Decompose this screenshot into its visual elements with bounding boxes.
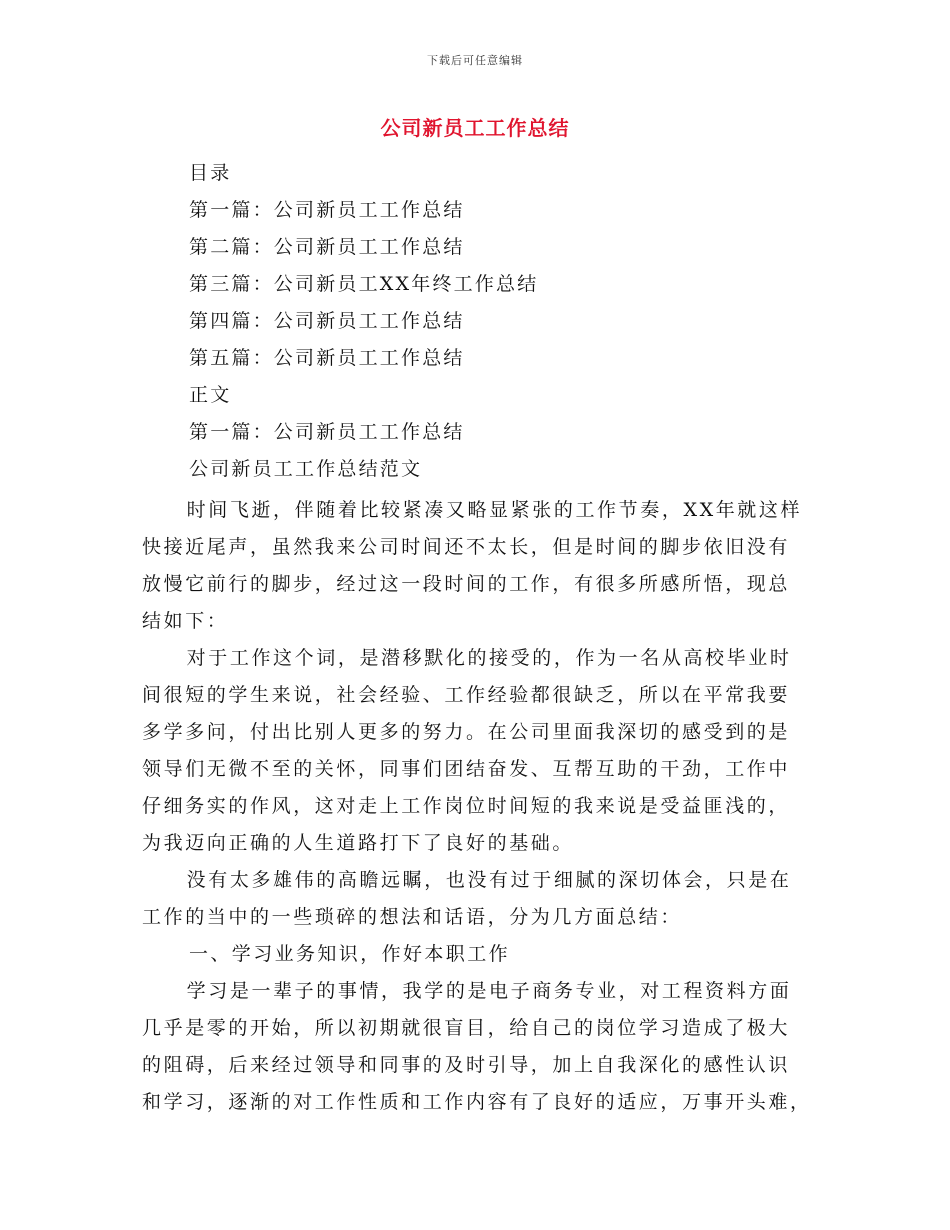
chapter-heading: 第一篇：公司新员工工作总结 — [189, 421, 465, 443]
toc-item: 第四篇：公司新员工工作总结 — [189, 310, 465, 332]
sample-title: 公司新员工工作总结范文 — [189, 458, 423, 480]
paragraph-line: 工作的当中的一些琐碎的想法和话语，分为几方面总结： — [142, 906, 683, 928]
paragraph-line: 时间飞逝，伴随着比较紧凑又略显紧张的工作节奏，XX年就这样 — [186, 499, 803, 521]
body-heading: 正文 — [189, 384, 232, 406]
paragraph-intro — [142, 492, 804, 640]
paragraph-line: 间很短的学生来说，社会经验、工作经验都很缺乏，所以在平常我要 — [142, 684, 791, 706]
paragraph-study — [142, 973, 812, 1121]
paragraph-line: 没有太多雄伟的高瞻远瞩，也没有过于细腻的深切体会，只是在 — [186, 869, 792, 891]
document-body — [142, 492, 812, 1121]
toc-heading: 目录 — [189, 162, 232, 184]
toc-item: 第三篇：公司新员工XX年终工作总结 — [189, 273, 539, 295]
paragraph-line: 学习是一辈子的事情，我学的是电子商务专业，对工程资料方面 — [186, 980, 792, 1002]
document-title: 公司新员工工作总结 — [380, 116, 570, 140]
paragraph-line: 为我迈向正确的人生道路打下了良好的基础。 — [142, 832, 575, 854]
table-of-contents — [189, 158, 829, 491]
toc-item: 第五篇：公司新员工工作总结 — [189, 347, 465, 369]
paragraph-line: 快接近尾声，虽然我来公司时间还不太长，但是时间的脚步依旧没有 — [142, 536, 791, 558]
paragraph-line: 多学多问，付出比别人更多的努力。在公司里面我深切的感受到的是 — [142, 721, 791, 743]
header-note: 下载后可任意编辑 — [427, 54, 523, 67]
paragraph-line: 仔细务实的作风，这对走上工作岗位时间短的我来说是受益匪浅的， — [142, 795, 791, 817]
section-heading: 一、学习业务知识，作好本职工作 — [189, 943, 511, 965]
paragraph-work — [142, 640, 804, 862]
paragraph-line: 对于工作这个词，是潜移默化的接受的，作为一名从高校毕业时 — [186, 647, 792, 669]
toc-item: 第二篇：公司新员工工作总结 — [189, 236, 465, 258]
paragraph-line: 和学习，逐渐的对工作性质和工作内容有了良好的适应，万事开头难， — [142, 1091, 812, 1113]
paragraph-line: 几乎是零的开始，所以初期就很盲目，给自己的岗位学习造成了极大 — [142, 1017, 791, 1039]
toc-item: 第一篇：公司新员工工作总结 — [189, 199, 465, 221]
paragraph-line: 结如下： — [142, 610, 229, 632]
paragraph-summary — [142, 862, 804, 936]
paragraph-line: 的阻碍，后来经过领导和同事的及时引导，加上自我深化的感性认识 — [142, 1054, 791, 1076]
paragraph-line: 放慢它前行的脚步，经过这一段时间的工作，有很多所感所悟，现总 — [142, 573, 791, 595]
paragraph-line: 领导们无微不至的关怀，同事们团结奋发、互帮互助的干劲，工作中 — [142, 758, 791, 780]
